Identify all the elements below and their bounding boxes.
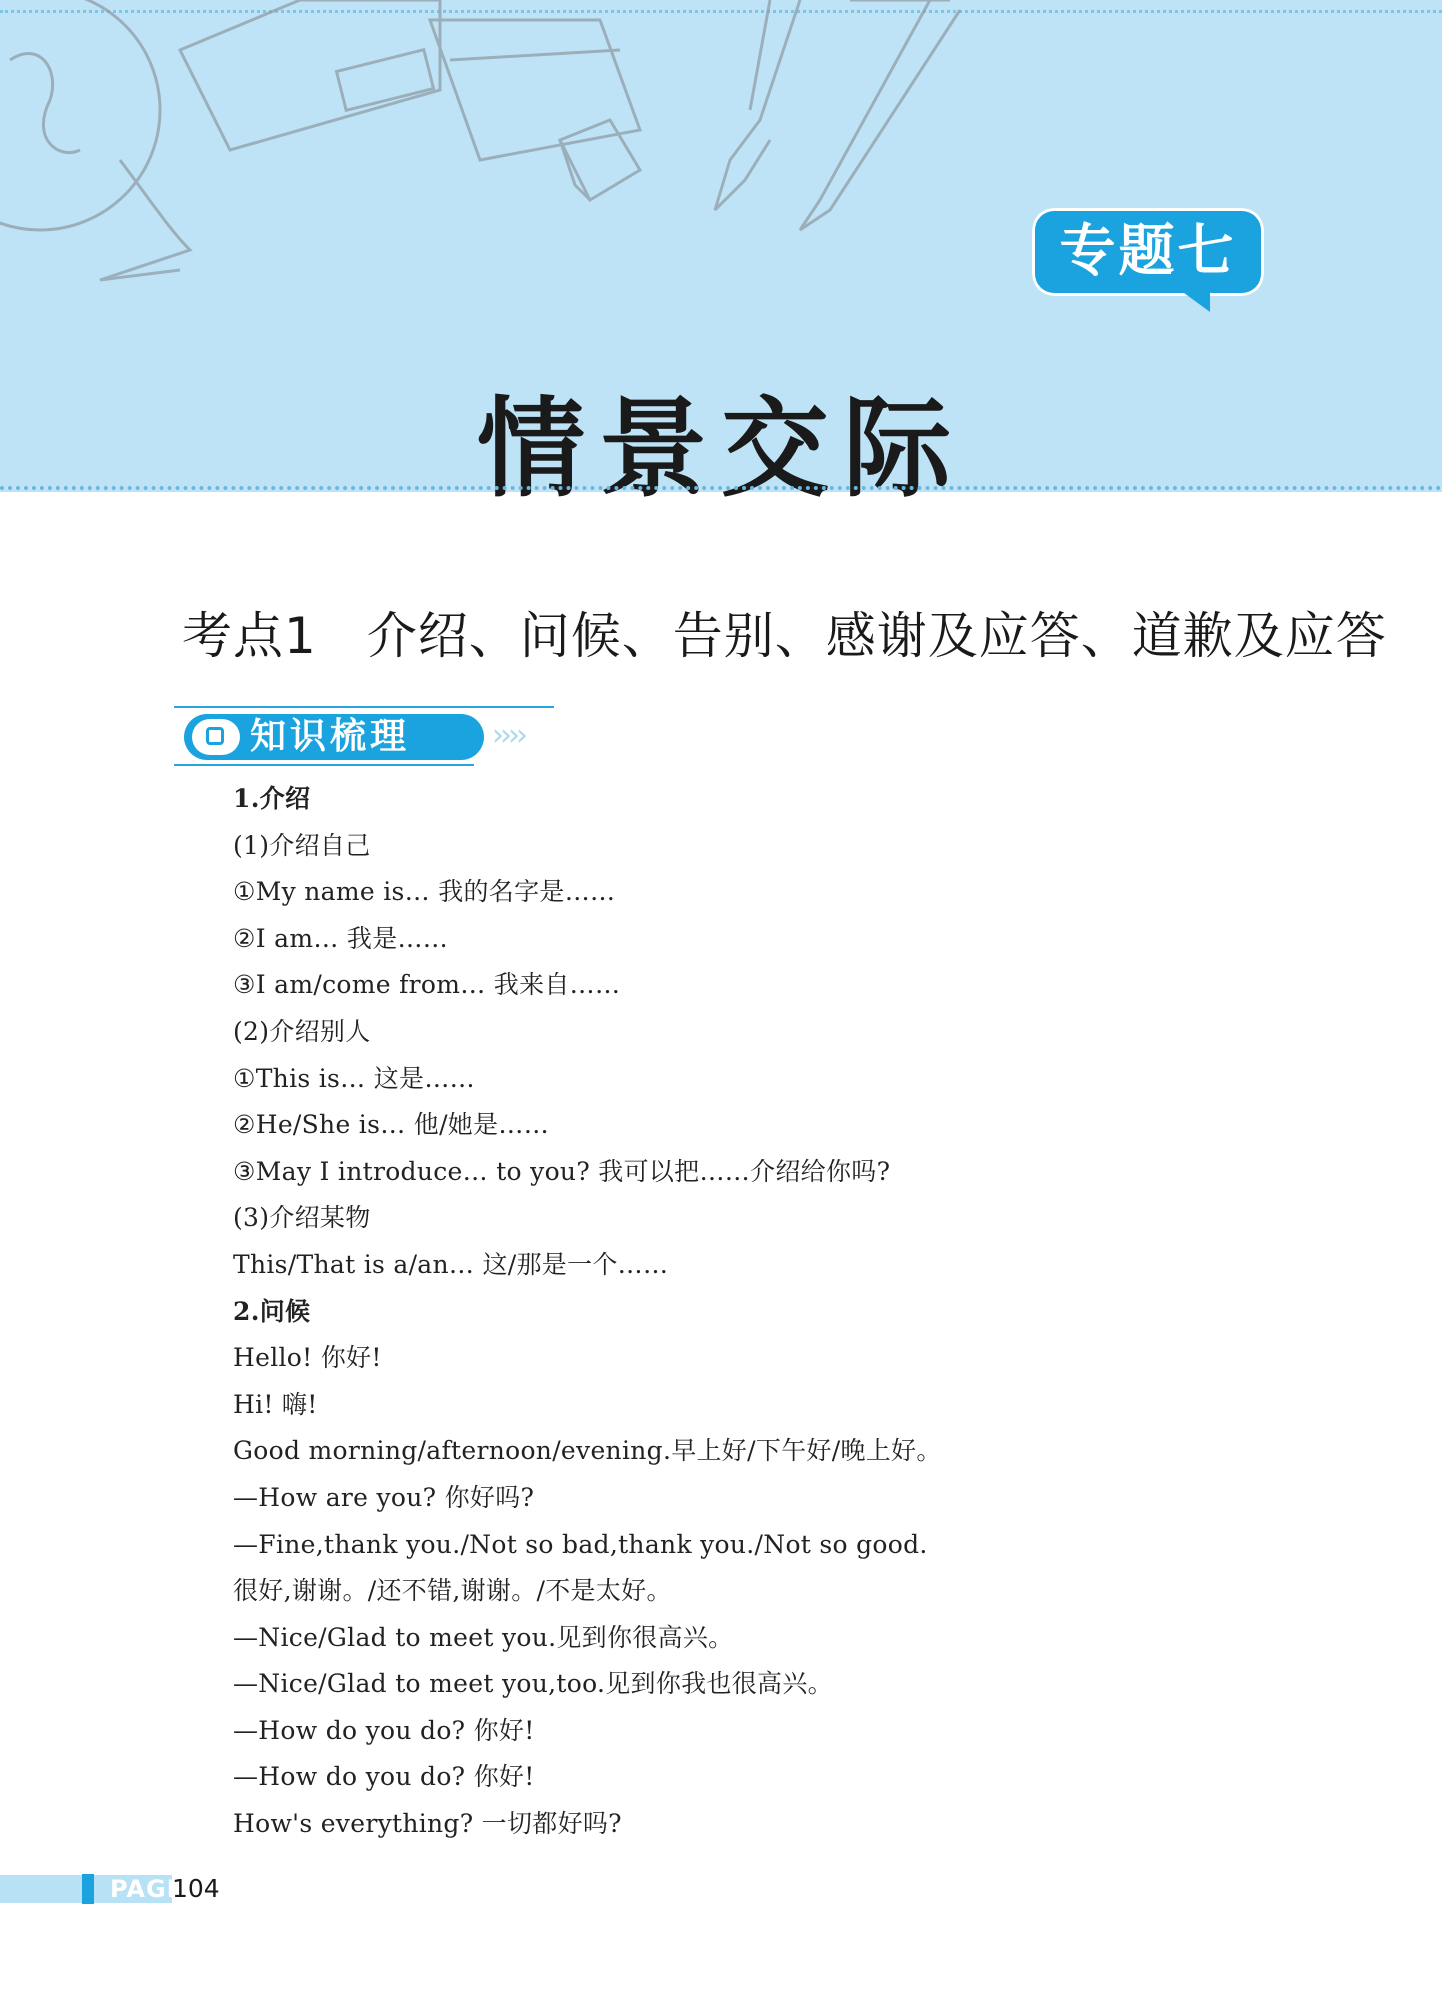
content-line: ③I am/come from… 我来自…… — [233, 970, 621, 1000]
content-line: —Fine,thank you./Not so bad,thank you./Not so good. — [233, 1529, 928, 1559]
label-rule-bottom — [174, 764, 474, 766]
content-body — [233, 776, 1333, 1848]
tube-sketch — [180, 0, 440, 150]
content-line: (3)介绍某物 — [233, 1203, 371, 1233]
content-line: (1)介绍自己 — [233, 830, 371, 860]
page-title: 情景交际 — [476, 387, 965, 512]
badge-speech-tail — [1180, 290, 1210, 312]
content-line: Hello! 你好! — [233, 1343, 382, 1373]
section-number: 考点1 — [182, 607, 317, 665]
knowledge-label: 知识梳理 — [250, 716, 411, 757]
book-sketch — [430, 20, 640, 160]
knowledge-label-block — [174, 706, 554, 768]
knowledge-label-pill — [184, 714, 484, 760]
content-heading: 2.问候 — [233, 1296, 311, 1326]
topic-badge: 专题七 — [1032, 208, 1264, 296]
book-icon — [192, 719, 240, 755]
pencil-sketch — [800, 0, 960, 230]
brush-sketch — [715, 0, 800, 210]
section-title: 介绍、问候、告别、感谢及应答、道歉及应答 — [366, 607, 1387, 665]
content-line: —How do you do? 你好! — [233, 1715, 535, 1745]
content-line: ①This is… 这是…… — [233, 1063, 475, 1093]
content-heading: 1.介绍 — [233, 784, 311, 813]
content-line: Hi! 嗨! — [233, 1389, 318, 1419]
footer-page-word: PAGE — [110, 1875, 185, 1903]
content-line: ③May I introduce… to you? 我可以把……介绍给你吗? — [233, 1156, 891, 1186]
content-line: ②He/She is… 他/她是…… — [233, 1110, 549, 1140]
content-line: How's everything? 一切都好吗? — [233, 1809, 622, 1839]
footer-marker — [82, 1874, 94, 1904]
content-line: ①My name is… 我的名字是…… — [233, 877, 616, 907]
content-line: (2)介绍别人 — [233, 1016, 371, 1046]
banner-bottom-dotted-line — [0, 486, 1442, 490]
section-heading — [182, 596, 1387, 668]
content-line: ②I am… 我是…… — [233, 923, 449, 953]
content-line: This/That is a/an… 这/那是一个…… — [233, 1249, 669, 1279]
content-line: —How do you do? 你好! — [233, 1762, 535, 1792]
page-number: 104 — [172, 1874, 220, 1903]
content-line: —Nice/Glad to meet you,too.见到你我也很高兴。 — [233, 1669, 833, 1699]
content-line: 很好,谢谢。/还不错,谢谢。/不是太好。 — [233, 1576, 672, 1606]
content-line: —How are you? 你好吗? — [233, 1482, 535, 1512]
header-banner — [0, 0, 1442, 512]
globe-sketch — [0, 0, 160, 230]
arrows-decoration-icon: ›››› — [492, 718, 524, 753]
content-line: Good morning/afternoon/evening.早上好/下午好/晚上好。 — [233, 1436, 942, 1466]
content-line: —Nice/Glad to meet you.见到你很高兴。 — [233, 1622, 734, 1652]
label-rule-top — [174, 706, 554, 708]
